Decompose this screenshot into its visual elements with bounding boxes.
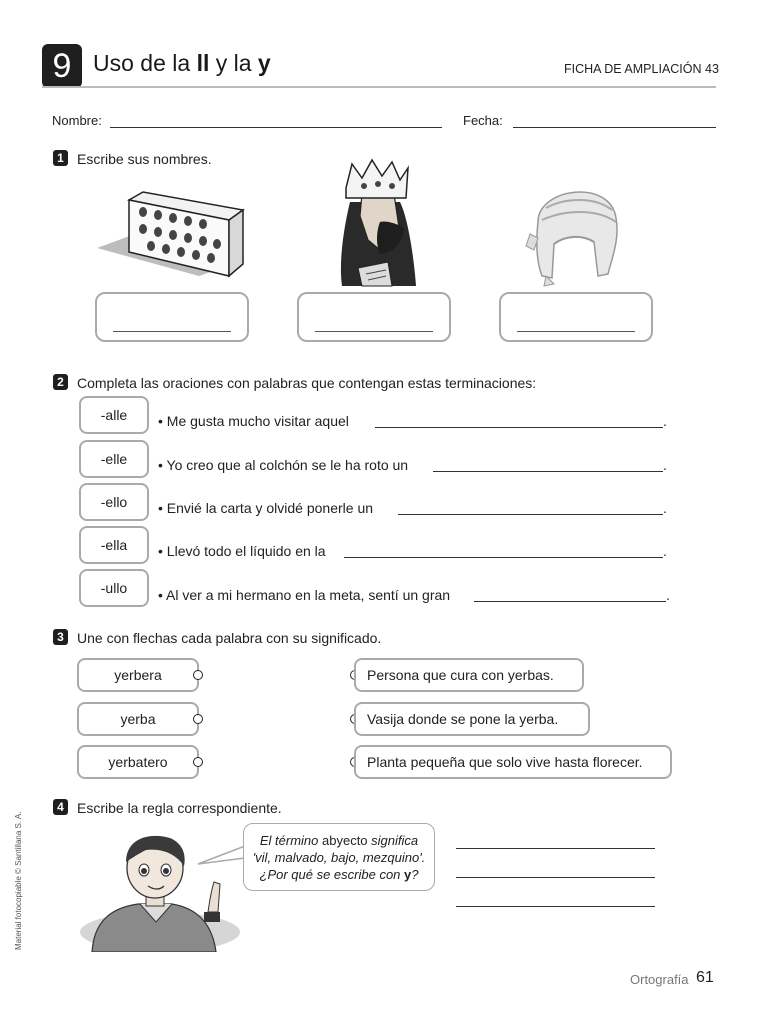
- activity-4-number: 4: [53, 799, 68, 815]
- meaning-2[interactable]: Vasija donde se pone la yerba.: [354, 702, 590, 736]
- nombre-field[interactable]: [110, 127, 442, 128]
- ending-alle: -alle: [79, 396, 149, 434]
- connector-dot-left-2[interactable]: [193, 714, 203, 724]
- connector-dot-left-3[interactable]: [193, 757, 203, 767]
- header-divider: [42, 86, 716, 88]
- ending-elle: -elle: [79, 440, 149, 478]
- sentence-2-period: .: [663, 457, 667, 473]
- activity-4-instruction: Escribe la regla correspondiente.: [77, 800, 282, 816]
- answer-line-5[interactable]: [474, 601, 666, 602]
- sentence-3-period: .: [663, 500, 667, 516]
- answer-box-3[interactable]: [499, 292, 653, 342]
- ending-ullo: -ullo: [79, 569, 149, 607]
- rule-answer-line-2[interactable]: [456, 877, 655, 878]
- answer-line-1[interactable]: [375, 427, 663, 428]
- sentence-5: • Al ver a mi hermano en la meta, sentí un gran: [158, 587, 451, 603]
- fecha-field[interactable]: [513, 127, 716, 128]
- copyright-side-text: Material fotocopiable © Santillana S. A.: [14, 811, 23, 950]
- activity-1-instruction: Escribe sus nombres.: [77, 151, 212, 167]
- activity-2-instruction: Completa las oraciones con palabras que contengan estas terminaciones:: [77, 375, 537, 391]
- footer-section: Ortografía: [630, 972, 689, 987]
- page-number: 61: [696, 969, 714, 986]
- sentence-4: • Llevó todo el líquido en la: [158, 543, 326, 559]
- answer-line-4[interactable]: [344, 557, 663, 558]
- rule-answer-line-3[interactable]: [456, 906, 655, 907]
- word-yerbera[interactable]: yerbera: [77, 658, 199, 692]
- meaning-3[interactable]: Planta pequeña que solo vive hasta florecer.: [354, 745, 672, 779]
- ending-ella: -ella: [79, 526, 149, 564]
- bubble-tail: [196, 840, 248, 870]
- activity-3-number: 3: [53, 629, 68, 645]
- ending-ello: -ello: [79, 483, 149, 521]
- connector-dot-left-1[interactable]: [193, 670, 203, 680]
- king-image: [328, 158, 420, 290]
- word-yerba[interactable]: yerba: [77, 702, 199, 736]
- activity-3-instruction: Une con flechas cada palabra con su significado.: [77, 630, 382, 646]
- sentence-4-period: .: [663, 543, 667, 559]
- fecha-label: Fecha:: [463, 113, 503, 128]
- speech-bubble: El término abyecto significa 'vil, malvado, bajo, mezquino'. ¿Por qué se escribe con y?: [243, 823, 435, 891]
- activity-2-number: 2: [53, 374, 68, 390]
- sentence-3: • Envié la carta y olvidé ponerle un: [158, 500, 374, 516]
- rule-answer-line-1[interactable]: [456, 848, 655, 849]
- answer-box-2[interactable]: [297, 292, 451, 342]
- page-title: Uso de la ll y la y: [93, 50, 271, 76]
- answer-line-3[interactable]: [398, 514, 663, 515]
- ficha-label: FICHA DE AMPLIACIÓN 43: [564, 62, 719, 76]
- nombre-label: Nombre:: [52, 113, 102, 128]
- unit-number-badge: 9: [42, 44, 82, 88]
- hat-image: [524, 178, 624, 288]
- sentence-1-period: .: [663, 413, 667, 429]
- sentence-1: • Me gusta mucho visitar aquel: [158, 413, 349, 429]
- sentence-2: • Yo creo que al colchón se le ha roto un: [158, 457, 409, 473]
- answer-box-1[interactable]: [95, 292, 249, 342]
- sentence-5-period: .: [666, 587, 670, 603]
- activity-1-number: 1: [53, 150, 68, 166]
- answer-line-2[interactable]: [433, 471, 663, 472]
- meaning-1[interactable]: Persona que cura con yerbas.: [354, 658, 584, 692]
- word-yerbatero[interactable]: yerbatero: [77, 745, 199, 779]
- brick-image: [95, 188, 245, 278]
